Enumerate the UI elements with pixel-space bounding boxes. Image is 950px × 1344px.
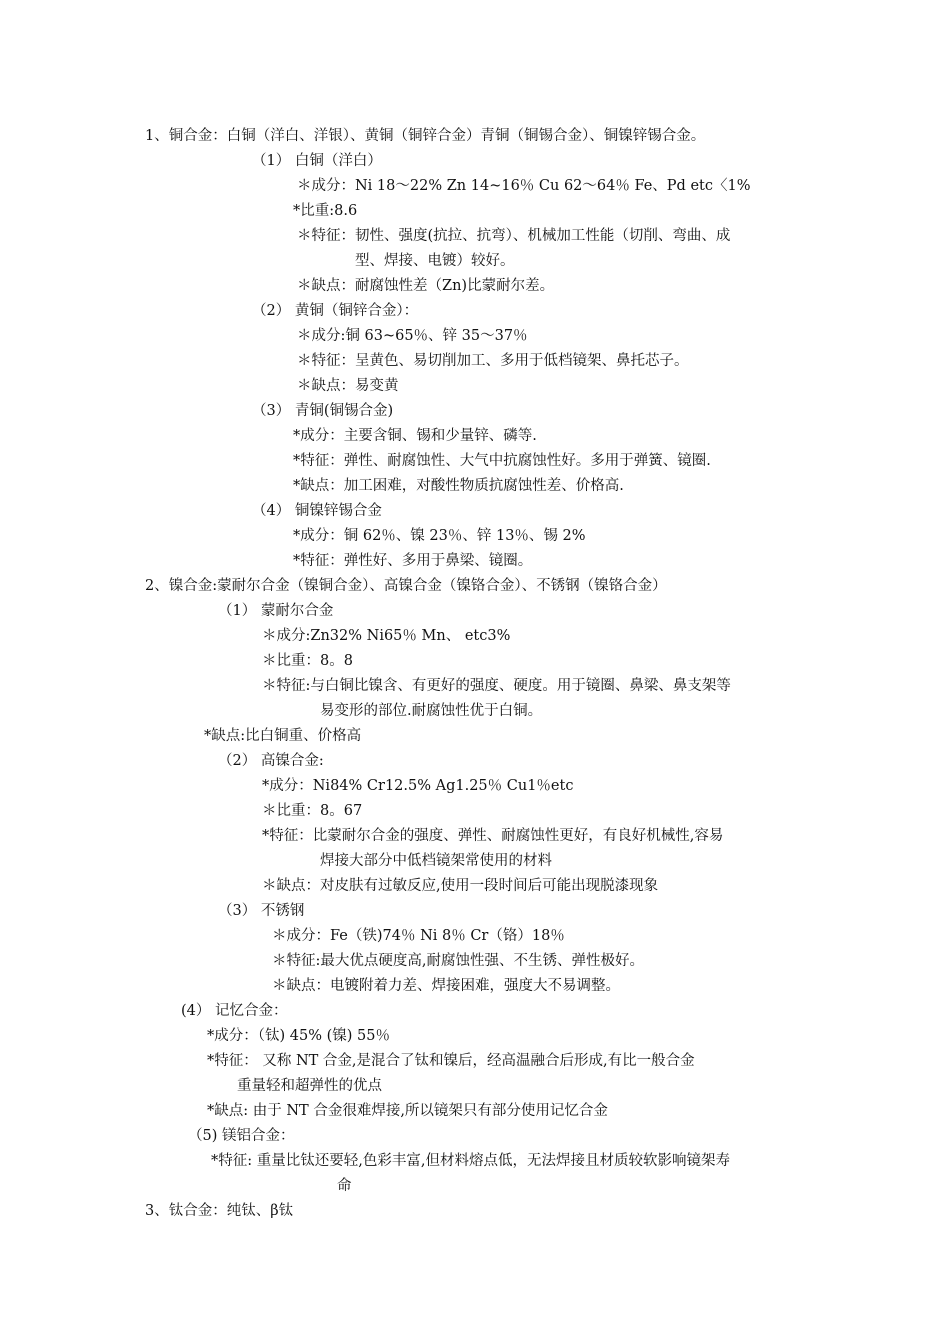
text-line: ＊比重：8。8 [262,653,353,669]
text-line: *特征：弹性好、多用于鼻梁、镜圈。 [293,553,533,569]
text-line: *缺点:比白铜重、价格高 [204,728,362,744]
subheading-bronze: （3） 青铜(铜锡合金) [252,403,394,419]
text-line: ＊成分：Fe（铁)74％ Ni 8％ Cr（铬）18％ [272,928,565,944]
heading-titanium-alloys: 3、钛合金：纯钛、β钛 [145,1203,294,1219]
subheading-white-copper: （1） 白铜（洋白） [252,153,382,169]
text-line: ＊成分:Zn32% Ni65％ Mn、 etc3% [262,628,511,644]
heading-copper-alloys: 1、铜合金：白铜（洋白、洋银）、黄铜（铜锌合金）青铜（铜锡合金）、铜镍锌锡合金。 [145,128,706,144]
text-line: *缺点: 由于 NT 合金很难焊接,所以镜架只有部分使用记忆合金 [207,1103,608,1119]
text-line: *成分：Ni84% Cr12.5% Ag1.25％ Cu1％etc [262,778,574,794]
heading-nickel-alloys: 2、镍合金:蒙耐尔合金（镍铜合金）、高镍合金（镍铬合金）、不锈钢（镍铬合金） [145,578,667,594]
text-line: *特征：弹性、耐腐蚀性、大气中抗腐蚀性好。多用于弹簧、镜圈. [293,453,711,469]
text-line: 命 [337,1178,352,1194]
text-line: *缺点：加工困难，对酸性物质抗腐蚀性差、价格高. [293,478,624,494]
subheading-magnesium-aluminum: （5) 镁铝合金： [188,1128,295,1144]
text-line: ＊缺点：电镀附着力差、焊接困难，强度大不易调整。 [272,978,620,994]
subheading-monel: （1） 蒙耐尔合金 [218,603,334,619]
text-line: ＊缺点：易变黄 [297,378,399,394]
text-line: ＊缺点：对皮肤有过敏反应,使用一段时间后可能出现脱漆现象 [262,878,659,894]
text-line: ＊特征:与白铜比镍含、有更好的强度、硬度。用于镜圈、鼻梁、鼻支架等 [262,678,731,694]
subheading-brass: （2） 黄铜（铜锌合金）： [252,303,419,319]
text-line: *特征: 重量比钛还要轻,色彩丰富,但材料熔点低，无法焊接且材质较软影响镜架寿 [211,1153,730,1169]
subheading-stainless-steel: （3） 不锈钢 [218,903,305,919]
text-line: 易变形的部位.耐腐蚀性优于白铜。 [320,703,543,719]
text-line: *特征：比蒙耐尔合金的强度、弹性、耐腐蚀性更好，有良好机械性,容易 [262,828,724,844]
text-line: ＊成分:铜 63~65％、锌 35～37％ [297,328,528,344]
subheading-copper-nickel-zinc-tin: （4） 铜镍锌锡合金 [252,503,382,519]
text-line: *比重:8.6 [293,203,358,219]
text-line: 重量轻和超弹性的优点 [237,1078,382,1094]
text-line: *特征： 又称 NT 合金,是混合了钛和镍后，经高温融合后形成,有比一般合金 [207,1053,695,1069]
subheading-memory-alloy: (4） 记忆合金： [181,1003,288,1019]
text-line: ＊特征：呈黄色、易切削加工、多用于低档镜架、鼻托芯子。 [297,353,689,369]
text-line: ＊比重：8。67 [262,803,363,819]
text-line: 焊接大部分中低档镜架常使用的材料 [320,853,552,869]
text-line: *成分：主要含铜、锡和少量锌、磷等. [293,428,537,444]
subheading-high-nickel: （2） 高镍合金: [218,753,324,769]
text-line: 型、焊接、电镀）较好。 [355,253,515,269]
text-line: *成分：铜 62％、镍 23％、锌 13％、锡 2% [293,528,586,544]
text-line: *成分：（钛) 45% (镍) 55％ [207,1028,390,1044]
text-line: ＊特征：韧性、强度(抗拉、抗弯）、机械加工性能（切削、弯曲、成 [297,228,731,244]
text-line: ＊特征:最大优点硬度高,耐腐蚀性强、不生锈、弹性极好。 [272,953,644,969]
text-line: ＊成分：Ni 18～22% Zn 14~16％ Cu 62～64％ Fe、Pd etc〈1% [297,178,751,194]
text-line: ＊缺点：耐腐蚀性差（Zn)比蒙耐尔差。 [297,278,555,294]
